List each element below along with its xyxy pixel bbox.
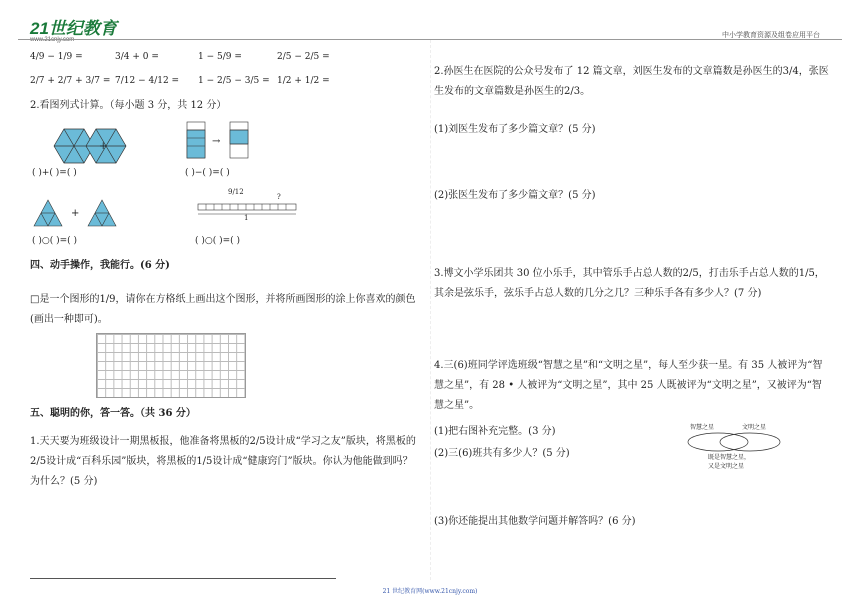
footer-divider — [30, 578, 336, 579]
blank-1[interactable]: ( )+( )=( ) — [32, 168, 77, 178]
venn-diagram — [684, 430, 784, 454]
q4-sub2: (2)三(6)班共有多少人？(5 分) — [434, 448, 570, 459]
ruler-question: ? — [277, 193, 281, 201]
venn-bottom-label-2: 又是文明之星 — [708, 463, 745, 470]
hexagon-figure — [44, 124, 134, 168]
blank-4[interactable]: ( )○( )=( ) — [195, 236, 241, 246]
q3-text: 3.博文小学乐团共 30 位小乐手，其中管乐手占总人数的2/5，打击乐手占总人数的1/5，其余是弦乐手，弦乐手占总人数的几分之几？三种乐手各有多少人？(7 分) — [434, 268, 825, 299]
q2-sub1: (1)刘医生发布了多少篇文章？(5 分) — [434, 124, 596, 135]
q2-text: 2.孙医生在医院的公众号发布了 12 篇文章，刘医生发布的文章篇数是孙医生的3/4，张医生发布的文章篇数是孙医生的2/3。 — [434, 66, 829, 97]
header-platform-text: 中小学教育资源及组卷应用平台 — [722, 31, 820, 39]
q4-sub3: (3)你还能提出其他数学问题并解答吗？(6 分) — [434, 516, 636, 527]
q1-text: 1.天天要为班级设计一期黑板报，他准备将黑板的2/5设计成“学习之友”版块，将黑板的2/5设计成“百科乐园”版块，将黑板的1/5设计成“健康窍门”版块。你认为他能做到吗？为什么？(5 分) — [30, 436, 416, 487]
blank-2[interactable]: ( )−( )=( ) — [185, 168, 230, 178]
grid-paper[interactable] — [96, 333, 246, 398]
svg-text:+: + — [71, 208, 80, 219]
ruler-one-label: 1 — [244, 214, 249, 222]
column-divider — [430, 40, 431, 580]
venn-left-label: 智慧之星 — [690, 424, 715, 431]
bar-figure — [185, 120, 260, 162]
calc-1-3: 1 − 5/9 = — [198, 52, 242, 62]
calc-2-2: 7/12 − 4/12 = — [115, 76, 180, 86]
q2-sub2: (2)张医生发布了多少篇文章？(5 分) — [434, 190, 596, 201]
q2-title: 2.看图列式计算。（每小题 3 分，共 12 分） — [30, 100, 227, 111]
calc-1-4: 2/5 − 2/5 = — [277, 52, 330, 62]
q4-text: 4.三(6)班同学评选班级“智慧之星”和“文明之星”，每人至少获一星。有 35 人被评为“智慧之星”，有 28 • 人被评为“文明之星”，其中 25 人既被评为“文明之星”，又被评为“智慧之星”。 — [434, 360, 823, 411]
calc-2-3: 1 − 2/5 − 3/5 = — [198, 76, 270, 86]
calc-1-1: 4/9 − 1/9 = — [30, 52, 83, 62]
venn-right-label: 文明之星 — [742, 424, 767, 431]
site-logo: 21世纪教育 www.21cnjy.com — [30, 19, 117, 43]
triangle-figure — [30, 196, 120, 230]
footer-text[interactable]: 21 世纪教育网(www.21cnjy.com) — [382, 588, 478, 595]
svg-text:→: → — [212, 136, 221, 147]
q4-sub1: (1)把右图补充完整。(3 分) — [434, 426, 556, 437]
calc-1-2: 3/4 + 0 = — [115, 52, 159, 62]
section4-text: □是一个图形的1/9，请你在方格纸上画出这个图形，并将所画图形的涂上你喜欢的颜色(画出一种即可)。 — [30, 294, 416, 325]
section4-title: 四、动手操作，我能行。(6 分) — [30, 260, 170, 271]
svg-text:+: + — [99, 141, 108, 152]
venn-bottom-label-1: 既是智慧之星， — [708, 454, 751, 461]
calc-2-4: 1/2 + 1/2 = — [277, 76, 330, 86]
calc-2-1: 2/7 + 2/7 + 3/7 = — [30, 76, 111, 86]
ruler-top-label: 9/12 — [228, 188, 244, 196]
blank-3[interactable]: ( )○( )=( ) — [32, 236, 78, 246]
section5-title: 五、聪明的你，答一答。（共 36 分） — [30, 408, 196, 419]
